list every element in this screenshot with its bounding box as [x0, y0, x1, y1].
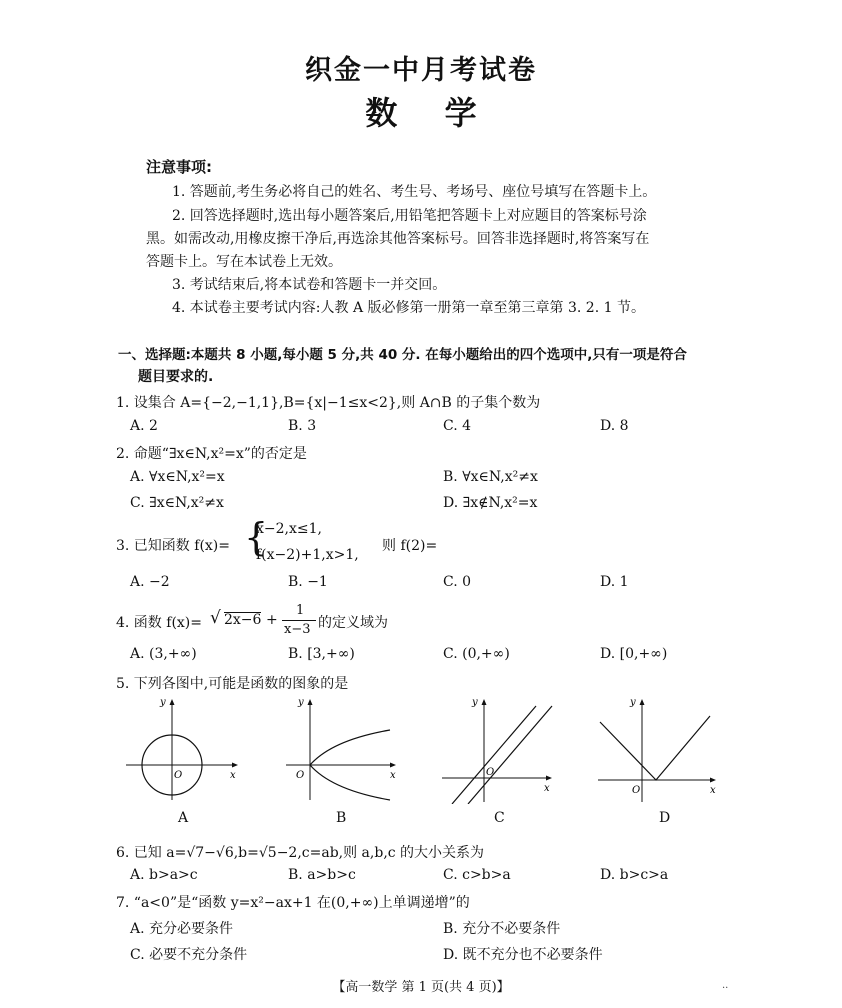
graph-a-label: A: [178, 810, 189, 826]
y-axis-label: y: [472, 697, 478, 708]
question-3-suffix: 则 f(2)=: [382, 538, 438, 554]
notice-line: 3. 考试结束后,将本试卷和答题卡一并交回。: [172, 277, 447, 293]
piecewise-brace: {: [244, 515, 269, 559]
notice-line: 2. 回答选择题时,选出每小题答案后,用铅笔把答题卡上对应题目的答案标号涂: [172, 208, 647, 224]
y-axis-label: y: [630, 697, 636, 708]
question-4-suffix: 的定义域为: [318, 615, 388, 631]
section-heading: 一、选择题:本题共 8 小题,每小题 5 分,共 40 分. 在每小题给出的四个选项中,只有一项是符合: [118, 347, 687, 363]
notice-line: 1. 答题前,考生务必将自己的姓名、考生号、考场号、座位号填写在答题卡上。: [172, 184, 657, 200]
q1-option-d: D. 8: [600, 418, 629, 434]
q4-option-d: D. [0,+∞): [600, 646, 668, 662]
q3-option-d: D. 1: [600, 574, 629, 590]
sqrt-sign: √: [210, 608, 221, 628]
fraction-bar: [282, 620, 316, 621]
notice-line: 黑。如需改动,用橡皮擦干净后,再选涂其他答案标号。回答非选择题时,将答案写在: [146, 231, 650, 247]
x-axis-label: x: [390, 770, 396, 781]
notice-line: 答题卡上。写在本试卷上无效。: [146, 254, 342, 270]
question-4-numerator: 1: [296, 603, 305, 618]
question-4-prefix: 4. 函数 f(x)=: [116, 615, 202, 631]
q2-option-c: C. ∃x∈N,x²≠x: [130, 495, 224, 511]
question-4-plus: +: [266, 612, 278, 628]
footer-mark: ..: [722, 980, 729, 991]
origin-label: O: [174, 770, 183, 781]
q1-option-c: C. 4: [443, 418, 472, 434]
q6-option-d: D. b>c>a: [600, 867, 669, 883]
x-axis-label: x: [230, 770, 236, 781]
q7-option-d: D. 既不充分也不必要条件: [443, 947, 603, 963]
notice-line: 4. 本试卷主要考试内容:人教 A 版必修第一册第一章至第三章第 3. 2. 1 节。: [172, 300, 645, 316]
question-3-case1: x−2,x≤1,: [256, 521, 322, 537]
graph-c: [438, 692, 560, 804]
graph-d: [594, 692, 724, 804]
q7-option-c: C. 必要不充分条件: [130, 947, 248, 963]
question-6-stem: 6. 已知 a=√7−√6,b=√5−2,c=ab,则 a,b,c 的大小关系为: [116, 845, 485, 861]
subject-title: 数 学: [365, 94, 477, 132]
graph-d-label: D: [659, 810, 671, 826]
x-axis-label: x: [710, 785, 716, 796]
y-axis-label: y: [160, 697, 166, 708]
graph-a: [122, 692, 244, 804]
q1-option-b: B. 3: [288, 418, 317, 434]
question-7-stem: 7. “a<0”是“函数 y=x²−ax+1 在(0,+∞)上单调递增”的: [116, 895, 470, 911]
origin-label: O: [296, 770, 305, 781]
q6-option-c: C. c>b>a: [443, 867, 511, 883]
q2-option-a: A. ∀x∈N,x²=x: [130, 469, 225, 485]
q4-option-a: A. (3,+∞): [130, 646, 197, 662]
q4-option-b: B. [3,+∞): [288, 646, 355, 662]
q1-option-a: A. 2: [130, 418, 158, 434]
q3-option-c: C. 0: [443, 574, 472, 590]
page-footer: 【高一数学 第 1 页(共 4 页)】: [332, 980, 510, 995]
graph-b-label: B: [336, 810, 347, 826]
origin-label: O: [632, 785, 641, 796]
q2-option-b: B. ∀x∈N,x²≠x: [443, 469, 538, 485]
graph-c-label: C: [494, 810, 505, 826]
y-axis-label: y: [298, 697, 304, 708]
origin-label: O: [486, 767, 495, 778]
exam-title: 织金一中月考试卷: [305, 55, 537, 86]
q3-option-a: A. −2: [130, 574, 170, 590]
question-1-stem: 1. 设集合 A={−2,−1,1},B={x|−1≤x<2},则 A∩B 的子集个数为: [116, 395, 541, 411]
q6-option-b: B. a>b>c: [288, 867, 356, 883]
q3-option-b: B. −1: [288, 574, 328, 590]
question-3-case2: f(x−2)+1,x>1,: [256, 547, 359, 563]
notice-heading: 注意事项:: [146, 158, 212, 176]
q7-option-b: B. 充分不必要条件: [443, 921, 561, 937]
q7-option-a: A. 充分必要条件: [130, 921, 234, 937]
q4-option-c: C. (0,+∞): [443, 646, 510, 662]
question-4-denominator: x−3: [284, 622, 311, 637]
section-heading-cont: 题目要求的.: [138, 369, 214, 385]
x-axis-label: x: [544, 783, 550, 794]
question-5-stem: 5. 下列各图中,可能是函数的图象的是: [116, 676, 349, 692]
question-2-stem: 2. 命题“∃x∈N,x²=x”的否定是: [116, 446, 307, 462]
q2-option-d: D. ∃x∉N,x²=x: [443, 495, 538, 511]
q6-option-a: A. b>a>c: [130, 867, 198, 883]
question-4-sqrt: 2x−6: [224, 612, 262, 628]
question-3-prefix: 3. 已知函数 f(x)=: [116, 538, 230, 554]
graph-b: [282, 692, 404, 804]
